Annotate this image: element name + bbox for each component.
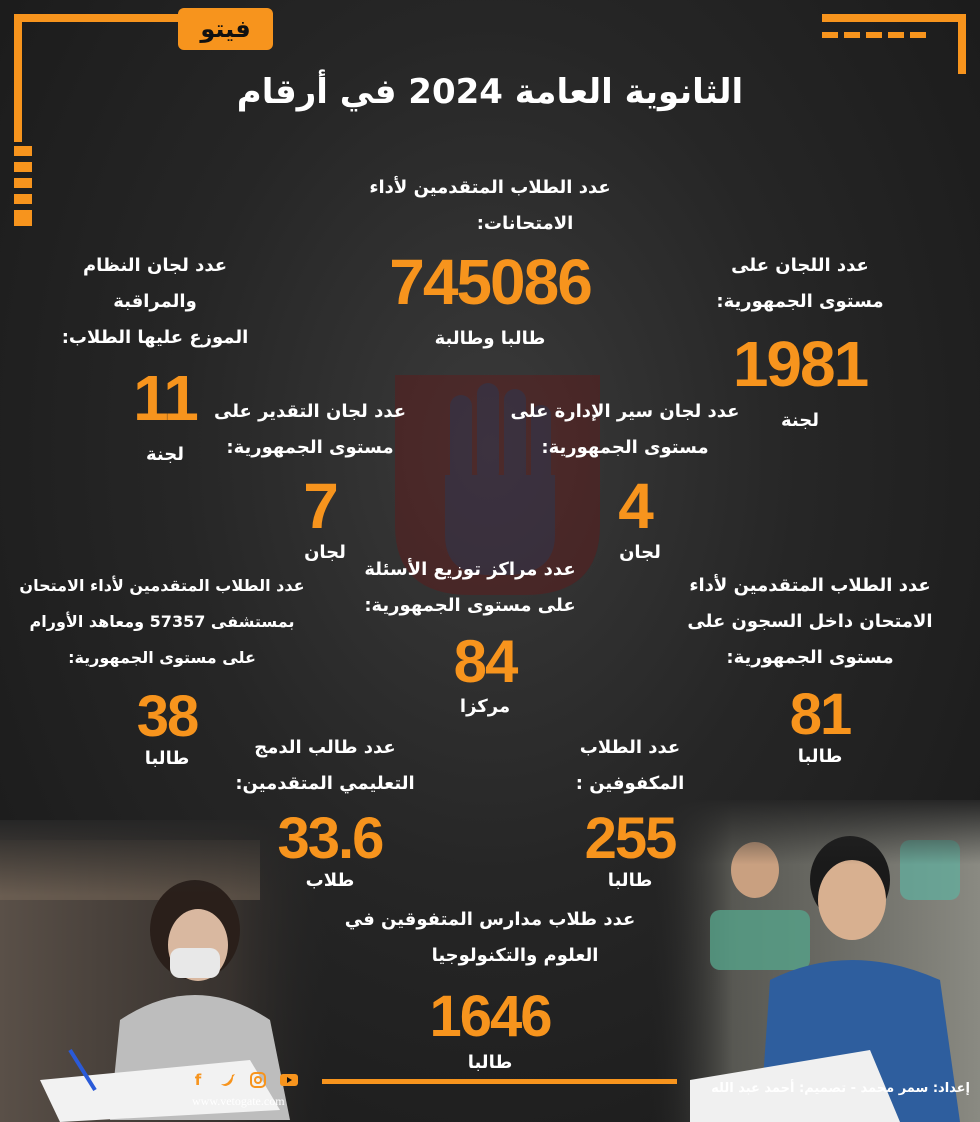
logo-text: فيتو	[200, 15, 251, 43]
stat-label-line: الامتحان داخل السجون على	[687, 611, 933, 632]
stat-label-line: العلوم والتكنولوجيا	[431, 945, 599, 966]
stat-label-line: عدد الطلاب المتقدمين لأداء	[369, 177, 611, 198]
facebook-icon[interactable]: f	[194, 1071, 202, 1089]
stat-label-line: عدد لجان سير الإدارة على	[510, 401, 740, 422]
frame-right-dash-4	[888, 32, 904, 38]
stat-unit: مركزا	[459, 696, 511, 717]
stat-value: 745086	[389, 246, 591, 318]
veto-logo	[178, 8, 273, 50]
stat-unit: لجان	[619, 542, 661, 563]
stat-value: 1981	[732, 328, 868, 400]
frame-top-left	[14, 14, 184, 22]
stat-stem-students	[330, 902, 650, 1073]
stat-value: 38	[136, 684, 198, 749]
stat-value: 33.6	[277, 806, 383, 871]
page-title: الثانوية العامة 2024 في أرقام	[236, 72, 744, 112]
social-icons	[190, 1072, 296, 1088]
frame-right-dash-3	[866, 32, 882, 38]
stat-unit: لجنة	[146, 444, 184, 465]
stat-value: 11	[133, 362, 197, 434]
stat-blind-students	[555, 730, 705, 891]
stat-unit: لجنة	[781, 410, 819, 431]
stat-label-line: الموزع عليها الطلاب:	[61, 327, 249, 348]
stat-question-centers	[355, 552, 585, 717]
stat-inclusion-students	[215, 730, 435, 891]
stat-value: 7	[303, 470, 337, 542]
website-url[interactable]: www.vetogate.com	[192, 1094, 285, 1108]
stat-label-line: بمستشفى 57357 ومعاهد الأورام	[29, 612, 295, 631]
stat-label-line: الامتحانات:	[476, 213, 574, 234]
stat-value: 1646	[429, 984, 551, 1049]
stat-unit: طالبا وطالبة	[434, 328, 546, 349]
bottom-line	[322, 1079, 677, 1084]
stat-management-committees	[510, 394, 740, 563]
stat-value: 4	[618, 470, 652, 542]
frame-left-dash-5	[14, 210, 32, 226]
stat-label-line: التعليمي المتقدمين:	[235, 773, 415, 794]
instagram-icon[interactable]	[250, 1072, 266, 1088]
stat-label-line: عدد مراكز توزيع الأسئلة	[364, 559, 576, 580]
stat-exam-students	[330, 170, 650, 349]
frame-right-dash-1	[822, 32, 838, 38]
stat-label-line: مستوى الجمهورية:	[226, 437, 394, 458]
frame-right-bar	[958, 14, 966, 74]
frame-right-dash-5	[910, 32, 926, 38]
stat-label-line: على مستوى الجمهورية:	[68, 648, 256, 667]
stat-label-line: عدد لجان النظام والمراقبة	[82, 255, 228, 312]
stat-unit: طالبا	[144, 748, 190, 769]
stat-label-line: عدد طلاب مدارس المتفوقين في	[344, 909, 636, 930]
stat-grading-committees	[200, 394, 420, 563]
stat-label-line: عدد الطلاب المتقدمين لأداء	[689, 575, 931, 596]
stat-unit: طالبا	[607, 870, 653, 891]
frame-left-dash-1	[14, 146, 32, 156]
stat-label-line: مستوى الجمهورية:	[716, 291, 884, 312]
twitter-icon[interactable]	[220, 1072, 236, 1088]
stat-label-line: عدد لجان التقدير على	[213, 401, 407, 422]
frame-right-dash-2	[844, 32, 860, 38]
stat-unit: لجان	[304, 542, 346, 563]
stat-label-line: مستوى الجمهورية:	[726, 647, 894, 668]
youtube-icon[interactable]	[280, 1072, 296, 1088]
stat-label-line: عدد الطلاب	[579, 737, 681, 758]
credit-text: إعداد: سمر محمد - تصميم: أحمد عبد الله	[711, 1081, 970, 1096]
stat-label-line: مستوى الجمهورية:	[541, 437, 709, 458]
stat-unit: طالبا	[797, 746, 843, 767]
stat-label-line: على مستوى الجمهورية:	[364, 595, 576, 616]
stat-unit: طلاب	[305, 870, 355, 891]
stat-prison-students	[675, 568, 945, 767]
stat-value: 84	[453, 628, 517, 695]
frame-top-right	[822, 14, 966, 22]
stat-label-line: المكفوفين :	[575, 773, 685, 794]
stat-label-line: عدد اللجان على	[731, 255, 869, 276]
stat-label-line: عدد الطلاب المتقدمين لأداء الامتحان	[19, 576, 305, 595]
frame-left-dash-3	[14, 178, 32, 188]
stat-value: 255	[584, 806, 676, 871]
frame-left-dash-2	[14, 162, 32, 172]
stat-value: 81	[789, 682, 851, 747]
stat-label-line: عدد طالب الدمج	[254, 737, 396, 758]
frame-left-dash-4	[14, 194, 32, 204]
stat-unit: طالبا	[467, 1052, 513, 1073]
